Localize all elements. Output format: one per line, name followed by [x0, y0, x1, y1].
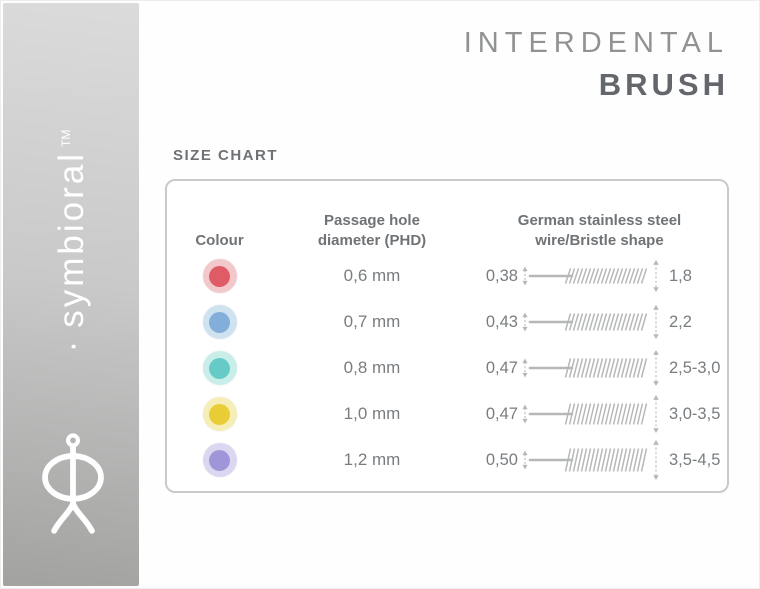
column-header-wire: German stainless steel wire/Bristle shape [517, 212, 682, 249]
colour-dot-yellow [203, 397, 237, 431]
colour-cell [167, 305, 272, 339]
colour-dot-core [209, 404, 230, 425]
brush-cell [472, 391, 727, 437]
product-title-line1: INTERDENTAL [463, 27, 729, 59]
brush-cell [472, 253, 727, 299]
colour-dot-core [209, 266, 230, 287]
brush-diagram-icon [518, 437, 668, 483]
table-row [167, 253, 727, 299]
brand-separator-dot: · [52, 337, 91, 353]
table-row [167, 299, 727, 345]
brush-diameter-value: 1,8 [669, 266, 692, 285]
table-row [167, 345, 727, 391]
wire-diameter-value: 0,47 [485, 358, 518, 377]
brush-diameter-value: 2,2 [669, 312, 692, 331]
colour-cell [167, 351, 272, 385]
trademark-symbol: TM [59, 129, 74, 147]
symbioral-logo-icon [36, 433, 110, 535]
brush-diagram-icon [518, 299, 668, 345]
brush-diagram-icon [518, 345, 668, 391]
product-title [464, 27, 729, 103]
product-title-line2: BRUSH [598, 67, 729, 102]
brush-cell [472, 345, 727, 391]
colour-dot-red [203, 259, 237, 293]
brush-cell [472, 437, 727, 483]
size-chart-label: SIZE CHART [173, 147, 278, 164]
colour-cell [167, 443, 272, 477]
brush-cell [472, 299, 727, 345]
phd-value: 1,2 mm [343, 450, 401, 469]
table-header-row [167, 181, 727, 250]
wire-diameter-value: 0,50 [485, 450, 518, 469]
colour-dot-core [209, 358, 230, 379]
colour-dot-core [209, 450, 230, 471]
table-body [167, 253, 727, 483]
table-row [167, 391, 727, 437]
phd-value: 0,7 mm [343, 312, 401, 331]
phd-value: 0,6 mm [343, 266, 401, 285]
colour-cell [167, 259, 272, 293]
table-row [167, 437, 727, 483]
wire-diameter-value: 0,47 [485, 404, 518, 423]
brush-diagram-icon [518, 253, 668, 299]
column-header-colour: Colour [195, 231, 244, 249]
colour-dot-blue [203, 305, 237, 339]
brand-banner [3, 3, 139, 586]
phd-value: 0,8 mm [343, 358, 401, 377]
colour-cell [167, 397, 272, 431]
brush-diagram-icon [518, 391, 668, 437]
brand-wordmark [52, 130, 92, 353]
brush-diameter-value: 3,5-4,5 [669, 450, 721, 469]
brush-diameter-value: 3,0-3,5 [669, 404, 721, 423]
brush-diameter-value: 2,5-3,0 [669, 358, 721, 377]
brand-name: symbioral [52, 150, 91, 328]
colour-dot-teal [203, 351, 237, 385]
wire-diameter-value: 0,43 [485, 312, 518, 331]
column-header-phd: Passage hole diameter (PHD) [317, 212, 427, 249]
phd-value: 1,0 mm [343, 404, 401, 423]
colour-dot-core [209, 312, 230, 333]
colour-dot-purple [203, 443, 237, 477]
size-chart-table [165, 179, 729, 493]
wire-diameter-value: 0,38 [485, 266, 518, 285]
